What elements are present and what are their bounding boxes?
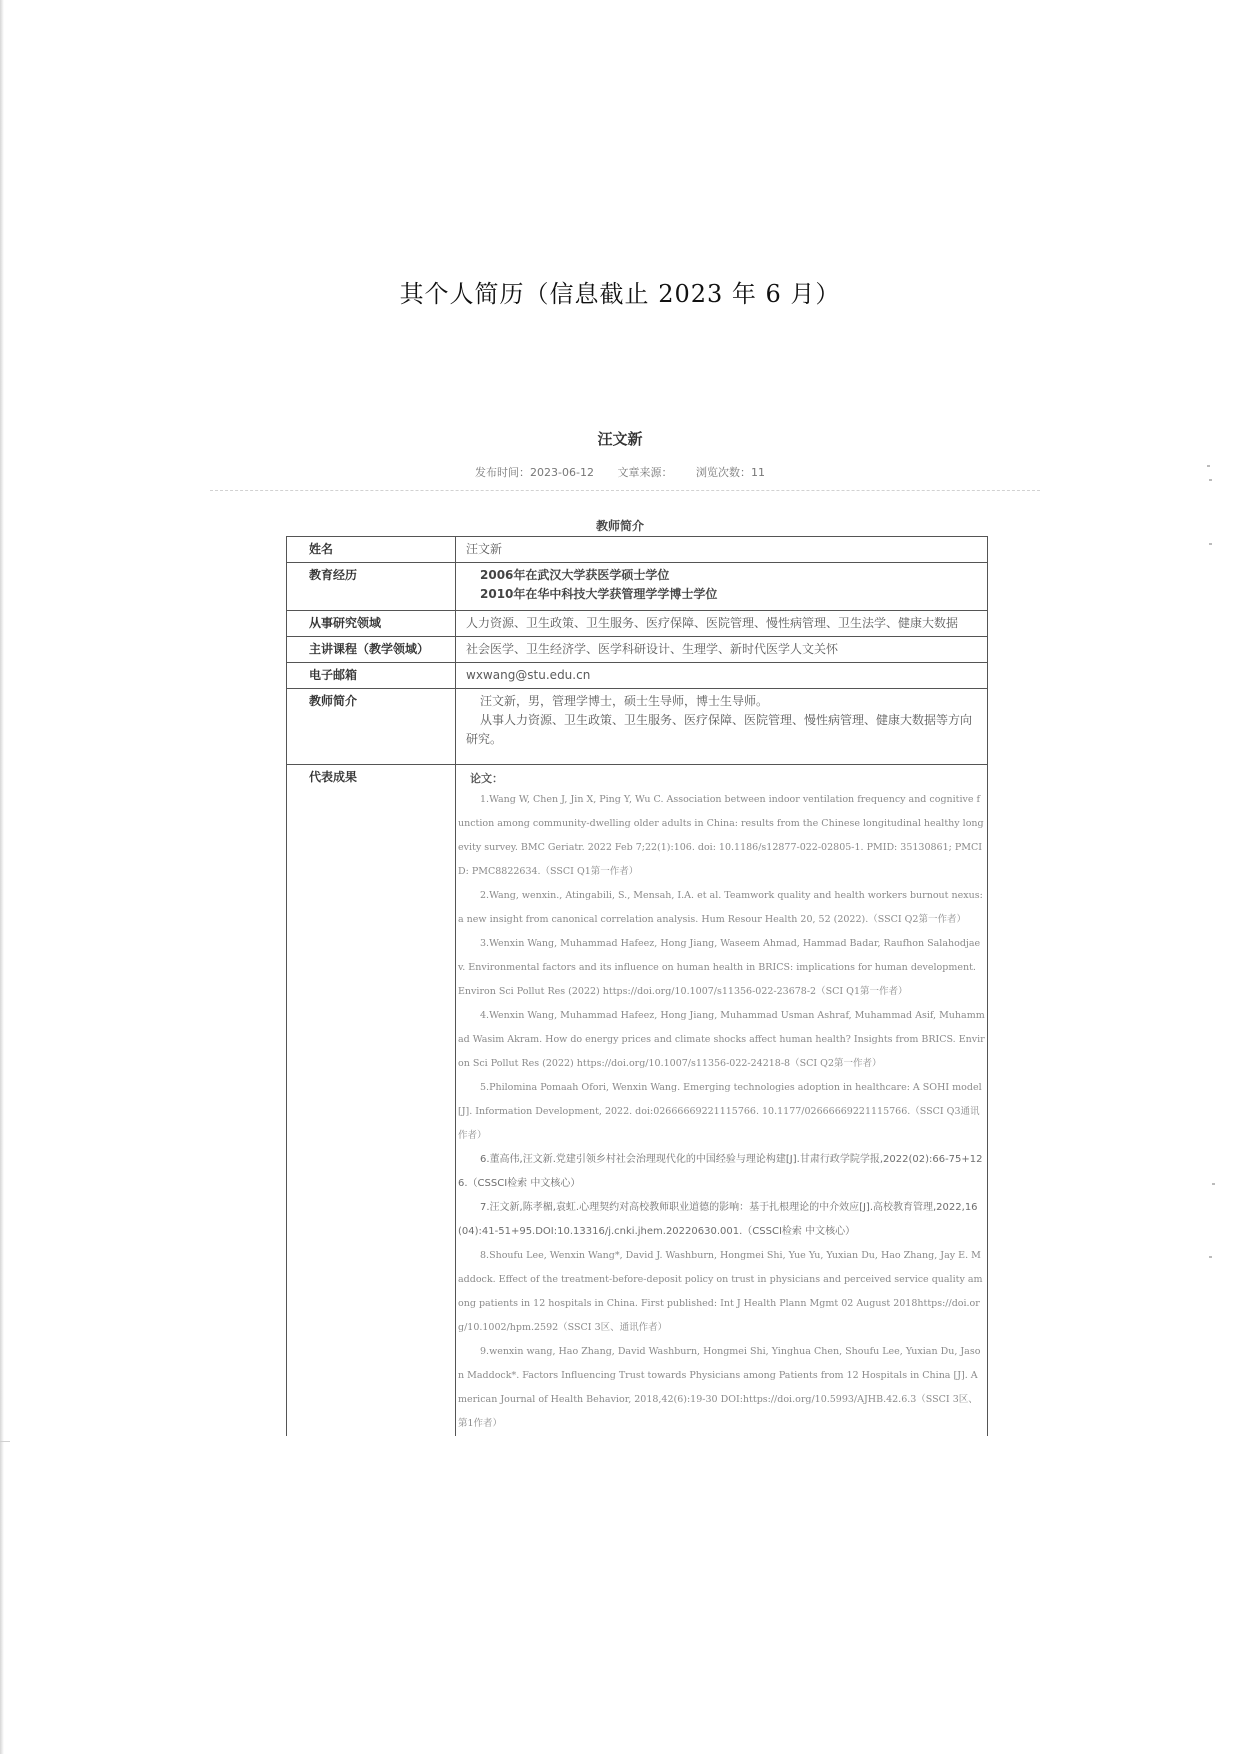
view-count: 浏览次数：11 — [695, 466, 765, 479]
label-intro: 教师简介 — [287, 689, 456, 765]
value-name: 汪文新 — [456, 537, 988, 563]
table-row-name — [287, 537, 988, 563]
meta-divider — [210, 490, 1040, 491]
label-name: 姓名 — [287, 537, 456, 563]
table-row-research — [287, 611, 988, 637]
teacher-profile-table — [286, 536, 988, 1436]
publication-item: 2.Wang, wenxin., Atingabili, S., Mensah, I.A. et al. Teamwork quality and health workers burnout nexus: a new insight from canonical correlation analysis. Hum Resour Health 20, 52 (2022).（SSCI Q2第一作者） — [458, 890, 983, 925]
publication-item: 6.董高伟,汪文新.党建引领乡村社会治理现代化的中国经验与理论构建[J].甘肃行政学院学报,2022(02):66-75+126.（CSSCI检索 中文核心） — [458, 1154, 983, 1189]
papers-heading: 论文： — [470, 772, 503, 785]
education-item: 2006年在武汉大学获医学硕士学位 — [480, 568, 670, 582]
publish-time: 发布时间：2023-06-12 — [475, 466, 594, 479]
table-row-achievements — [287, 765, 988, 1437]
value-intro — [456, 689, 988, 765]
scan-left-edge — [0, 0, 4, 1754]
value-email: wxwang@stu.edu.cn — [456, 663, 988, 689]
value-courses: 社会医学、卫生经济学、医学科研设计、生理学、新时代医学人文关怀 — [456, 637, 988, 663]
publication-item: 7.汪文新,陈孝楣,袁虹.心理契约对高校教师职业道德的影响：基于扎根理论的中介效应[J].高校教育管理,2022,16(04):41-51+95.DOI:10.13316/j.cnki.jhem.20220630.001.（CSSCI检索 中文核心） — [458, 1202, 978, 1237]
scan-speck — [1209, 543, 1212, 545]
article-meta — [0, 464, 1240, 480]
scan-speck — [1209, 1256, 1212, 1258]
label-courses: 主讲课程（教学领域） — [287, 637, 456, 663]
table-row-education — [287, 563, 988, 611]
label-research: 从事研究领域 — [287, 611, 456, 637]
table-row-courses — [287, 637, 988, 663]
document-title: 其个人简历（信息截止 2023 年 6 月） — [399, 280, 841, 308]
table-row-email — [287, 663, 988, 689]
label-education: 教育经历 — [287, 563, 456, 611]
publication-item: 5.Philomina Pomaah Ofori, Wenxin Wang. Emerging technologies adoption in healthcare: A SOHI model[J]. Information Development, 2022. doi:02666669221115766. 10.1177/02666669221115766.（SSCI Q3通讯作者） — [458, 1082, 982, 1141]
publication-item: 3.Wenxin Wang, Muhammad Hafeez, Hong Jiang, Waseem Ahmad, Hammad Badar, Raufhon Salahodjaev. Environmental factors and its influence on human health in BRICS: implications for human development. Environ Sci Pollut Res (2022) https://doi.org/10.1007/s11356-022-23678-2（SCI Q1第一作者） — [458, 938, 981, 997]
education-item: 2010年在华中科技大学获管理学学博士学位 — [480, 587, 718, 601]
value-research: 人力资源、卫生政策、卫生服务、医疗保障、医院管理、慢性病管理、卫生法学、健康大数据 — [456, 611, 988, 637]
value-education — [456, 563, 988, 611]
label-email: 电子邮箱 — [287, 663, 456, 689]
publication-item: 4.Wenxin Wang, Muhammad Hafeez, Hong Jiang, Muhammad Usman Ashraf, Muhammad Asif, Muhammad Wasim Akram. How do energy prices and climate shocks affect human health? Insights from BRICS. Environ Sci Pollut Res (2022) https://doi.org/10.1007/s11356-022-24218-8（SCI Q2第一作者） — [458, 1010, 985, 1069]
publication-item: 1.Wang W, Chen J, Jin X, Ping Y, Wu C. Association between indoor ventilation frequency and cognitive function among community-dwelling older adults in China: results from the Chinese longitudinal healthy longevity survey. BMC Geriatr. 2022 Feb 7;22(1):106. doi: 10.1186/s12877-022-02805-1. PMID: 35130861; PMCID: PMC8822634.（SSCI Q1第一作者） — [458, 794, 984, 877]
value-achievements — [456, 765, 988, 1437]
table-caption: 教师简介 — [595, 519, 644, 533]
scan-speck — [1212, 1183, 1215, 1185]
publication-item: 8.Shoufu Lee, Wenxin Wang*, David J. Washburn, Hongmei Shi, Yue Yu, Yuxian Du, Hao Zhang, Jay E. Maddock. Effect of the treatment-before-deposit policy on trust in physicians and perceived service quality among patients in 12 hospitals in China. First published: Int J Health Plann Mgmt 02 August 2018https://doi.org/10.1002/hpm.2592（SSCI 3区、通讯作者） — [458, 1250, 983, 1333]
intro-line: 汪文新，男，管理学博士，硕士生导师，博士生导师。 — [480, 694, 769, 708]
label-achievements: 代表成果 — [287, 765, 456, 1437]
scan-edge-tick — [0, 1441, 10, 1442]
article-source: 文章来源： — [617, 466, 673, 479]
intro-line: 从事人力资源、卫生政策、卫生服务、医疗保障、医院管理、慢性病管理、健康大数据等方向研究。 — [466, 713, 973, 746]
publication-item: 9.wenxin wang, Hao Zhang, David Washburn, Hongmei Shi, Yinghua Chen, Shoufu Lee, Yuxian Du, Jason Maddock*. Factors Influencing Trust towards Physicians among Patients from 12 Hospitals in China [J]. American Journal of Health Behavior, 2018,42(6):19-30 DOI:https://doi.org/10.5993/AJHB.42.6.3（SSCI 3区、第1作者） — [458, 1346, 981, 1429]
table-row-intro — [287, 689, 988, 765]
article-title: 汪文新 — [597, 430, 643, 448]
